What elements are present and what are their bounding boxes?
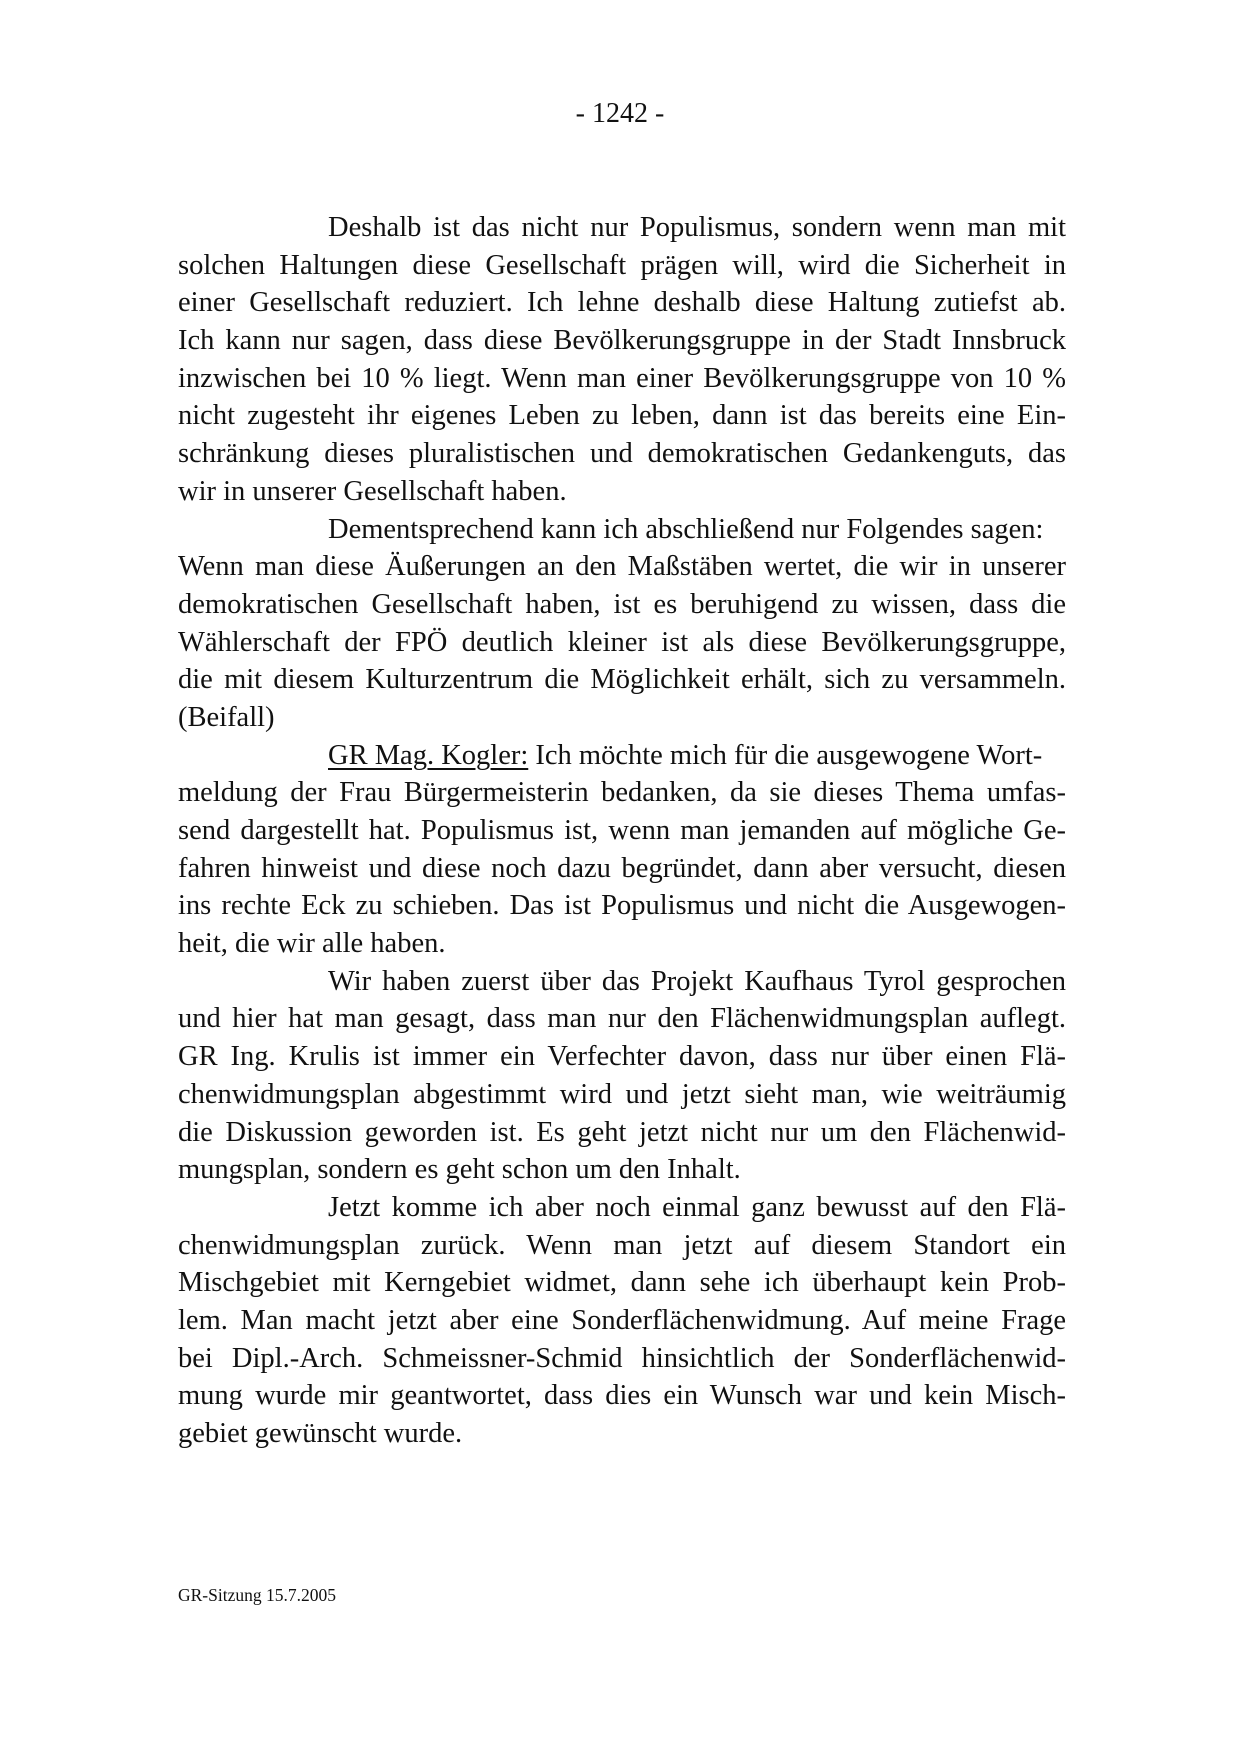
paragraph-line: Wenn man diese Äußerungen an den Maßstäben wertet, die wir in unserer <box>178 551 1066 583</box>
paragraph-line: demokratischen Gesellschaft haben, ist es beruhigend zu wissen, dass die <box>178 588 1066 620</box>
paragraph-line: GR Ing. Krulis ist immer ein Verfechter davon, dass nur über einen Flä- <box>178 1041 1066 1073</box>
speaker-name: GR Mag. Kogler: <box>328 739 529 771</box>
paragraph-line: schränkung dieses pluralistischen und demokratischen Gedankenguts, das <box>178 438 1066 470</box>
speaker-line-text: Ich möchte mich für die ausgewogene Wort- <box>535 739 1043 771</box>
paragraph-line: Ich kann nur sagen, dass diese Bevölkerungsgruppe in der Stadt Innsbruck <box>178 325 1066 357</box>
paragraph-line: lem. Man macht jetzt aber eine Sonderflächenwidmung. Auf meine Frage <box>178 1304 1066 1336</box>
paragraph-line: Wir haben zuerst über das Projekt Kaufhaus Tyrol gesprochen <box>328 965 1066 997</box>
page-number: - 1242 - <box>575 98 665 129</box>
paragraph-line: Dementsprechend kann ich abschließend nur Folgendes sagen: <box>328 513 1044 545</box>
paragraph-line: heit, die wir alle haben. <box>178 928 446 960</box>
paragraph-line: einer Gesellschaft reduziert. Ich lehne deshalb diese Haltung zutiefst ab. <box>178 287 1066 319</box>
paragraph-line: meldung der Frau Bürgermeisterin bedanken, da sie dieses Thema umfas- <box>178 777 1066 809</box>
paragraph-line: inzwischen bei 10 % liegt. Wenn man einer Bevölkerungsgruppe von 10 % <box>178 362 1066 394</box>
paragraph-line: chenwidmungsplan abgestimmt wird und jetzt sieht man, wie weiträumig <box>178 1078 1066 1110</box>
paragraph-line: bei Dipl.-Arch. Schmeissner-Schmid hinsichtlich der Sonderflächenwid- <box>178 1342 1066 1374</box>
paragraph-line: und hier hat man gesagt, dass man nur den Flächenwidmungsplan auflegt. <box>178 1003 1066 1035</box>
paragraph-line: wir in unserer Gesellschaft haben. <box>178 475 567 507</box>
paragraph-line: solchen Haltungen diese Gesellschaft prägen will, wird die Sicherheit in <box>178 249 1066 281</box>
paragraph-line: die Diskussion geworden ist. Es geht jetzt nicht nur um den Flächenwid- <box>178 1116 1066 1148</box>
paragraph-line: mung wurde mir geantwortet, dass dies ein Wunsch war und kein Misch- <box>178 1380 1066 1412</box>
applause-note: (Beifall) <box>178 701 275 733</box>
paragraph-line: gebiet gewünscht wurde. <box>178 1418 463 1449</box>
paragraph-line: mungsplan, sondern es geht schon um den Inhalt. <box>178 1154 741 1186</box>
paragraph-line: Jetzt komme ich aber noch einmal ganz bewusst auf den Flä- <box>328 1191 1066 1223</box>
paragraph-line: die mit diesem Kulturzentrum die Möglichkeit erhält, sich zu versammeln. <box>178 664 1066 696</box>
footer-session-date: GR-Sitzung 15.7.2005 <box>178 1585 336 1605</box>
paragraph-line: Wählerschaft der FPÖ deutlich kleiner ist als diese Bevölkerungsgruppe, <box>178 626 1066 658</box>
paragraph-line: fahren hinweist und diese noch dazu begründet, dann aber versucht, diesen <box>178 852 1066 884</box>
paragraph-line: Deshalb ist das nicht nur Populismus, sondern wenn man mit <box>328 212 1066 243</box>
paragraph-line: Mischgebiet mit Kerngebiet widmet, dann sehe ich überhaupt kein Prob- <box>178 1267 1066 1299</box>
paragraph-line: nicht zugesteht ihr eigenes Leben zu leben, dann ist das bereits eine Ein- <box>178 400 1066 432</box>
speaker-line <box>178 737 1066 775</box>
paragraph-line: send dargestellt hat. Populismus ist, wenn man jemanden auf mögliche Ge- <box>178 815 1066 846</box>
document-body <box>178 209 1066 1453</box>
paragraph-line: ins rechte Eck zu schieben. Das ist Populismus und nicht die Ausgewogen- <box>178 890 1066 922</box>
paragraph-line: chenwidmungsplan zurück. Wenn man jetzt auf diesem Standort ein <box>178 1229 1066 1261</box>
